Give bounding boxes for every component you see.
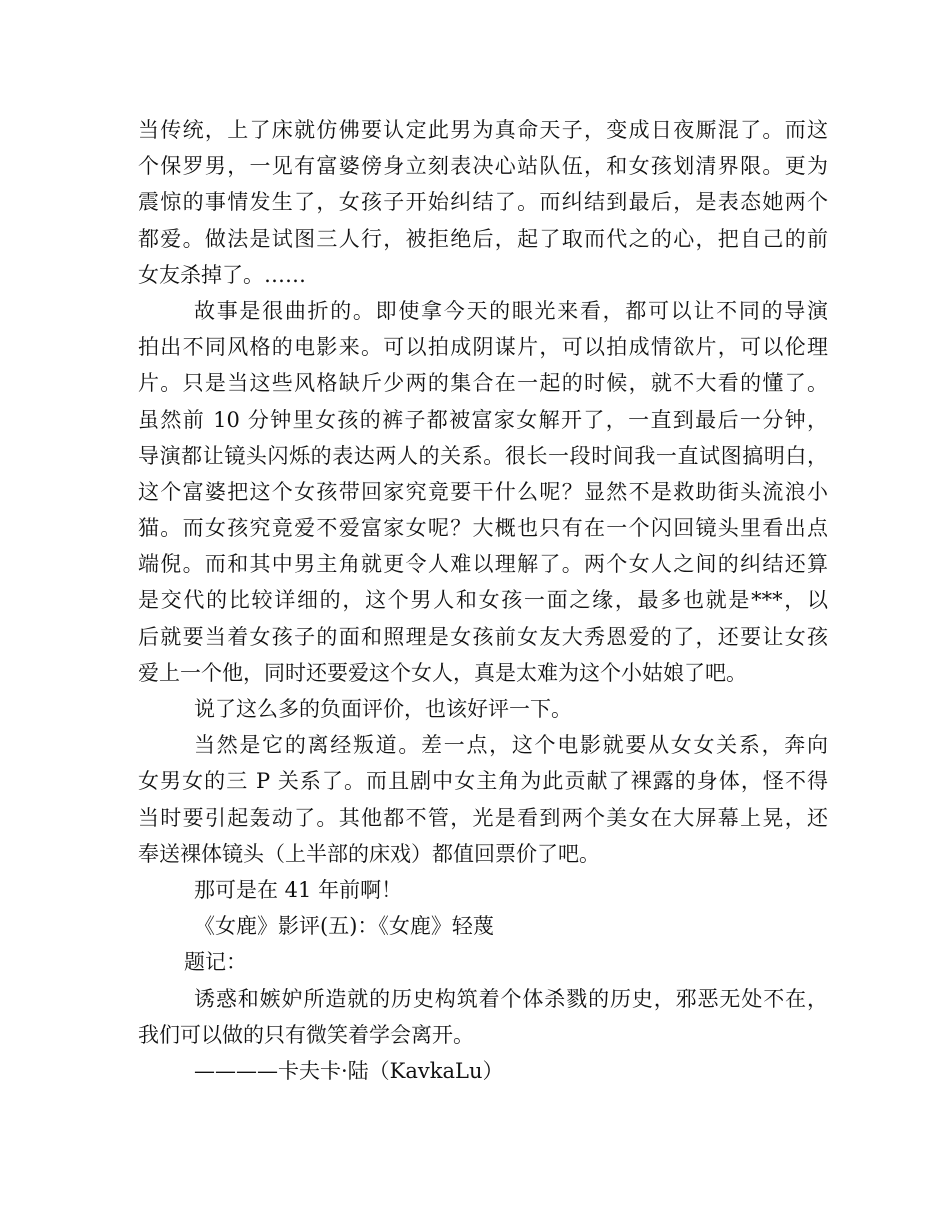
text-line: 猫。而女孩究竟爱不爱富家女呢？大概也只有在一个闪回镜头里看出点 xyxy=(138,516,828,541)
text-line: 虽然前 10 分钟里女孩的裤子都被富家女解开了，一直到最后一分钟， xyxy=(138,407,828,432)
text-line: 当时要引起轰动了。其他都不管，光是看到两个美女在大屏幕上晃，还 xyxy=(138,805,828,830)
text-line: 片。只是当这些风格缺斤少两的集合在一起的时候，就不大看的懂了。 xyxy=(138,371,828,396)
text-line: 题记： xyxy=(184,950,247,975)
text-line: 奉送裸体镜头（上半部的床戏）都值回票价了吧。 xyxy=(138,841,600,866)
text-line: 导演都让镜头闪烁的表达两人的关系。很长一段时间我一直试图搞明白， xyxy=(138,443,828,468)
text-line: 当传统，上了床就仿佛要认定此男为真命天子，变成日夜厮混了。而这 xyxy=(138,118,828,142)
text-line: 拍出不同风格的电影来。可以拍成阴谋片，可以拍成情欲片，可以伦理 xyxy=(138,335,828,360)
text-line: 后就要当着女孩子的面和照理是女孩前女友大秀恩爱的了，还要让女孩 xyxy=(138,624,828,649)
text-line: 女男女的三 P 关系了。而且剧中女主角为此贡献了裸露的身体，怪不得 xyxy=(138,769,828,794)
text-line: 当然是它的离经叛道。差一点，这个电影就要从女女关系，奔向 xyxy=(194,733,828,758)
text-line: ————卡夫卡·陆（KavkaLu） xyxy=(194,1058,504,1083)
text-line: 说了这么多的负面评价，也该好评一下。 xyxy=(194,697,572,721)
text-line: 是交代的比较详细的，这个男人和女孩一面之缘，最多也就是***，以 xyxy=(138,588,828,613)
text-line: 端倪。而和其中男主角就更令人难以理解了。两个女人之间的纠结还算 xyxy=(138,552,828,577)
article-body xyxy=(138,112,828,1089)
text-line: 这个富婆把这个女孩带回家究竟要干什么呢？显然不是救助街头流浪小 xyxy=(138,479,828,504)
text-line: 个保罗男，一见有富婆傍身立刻表决心站队伍，和女孩划清界限。更为 xyxy=(138,154,828,179)
text-line: 我们可以做的只有微笑着学会离开。 xyxy=(138,1022,474,1047)
text-line: 诱惑和嫉妒所造就的历史构筑着个体杀戮的历史，邪恶无处不在， xyxy=(194,986,828,1011)
text-line: 爱上一个他，同时还要爱这个女人，真是太难为这个小姑娘了吧。 xyxy=(138,660,747,685)
text-line: 那可是在 41 年前啊！ xyxy=(194,877,403,902)
text-line: 都爱。做法是试图三人行，被拒绝后，起了取而代之的心，把自己的前 xyxy=(138,226,828,251)
text-line: 震惊的事情发生了，女孩子开始纠结了。而纠结到最后，是表态她两个 xyxy=(138,190,828,215)
text-line: 《女鹿》影评(五)：《女鹿》轻蔑 xyxy=(194,914,494,939)
text-line: 女友杀掉了。…… xyxy=(138,262,306,287)
text-line: 故事是很曲折的。即使拿今天的眼光来看，都可以让不同的导演 xyxy=(194,298,828,323)
